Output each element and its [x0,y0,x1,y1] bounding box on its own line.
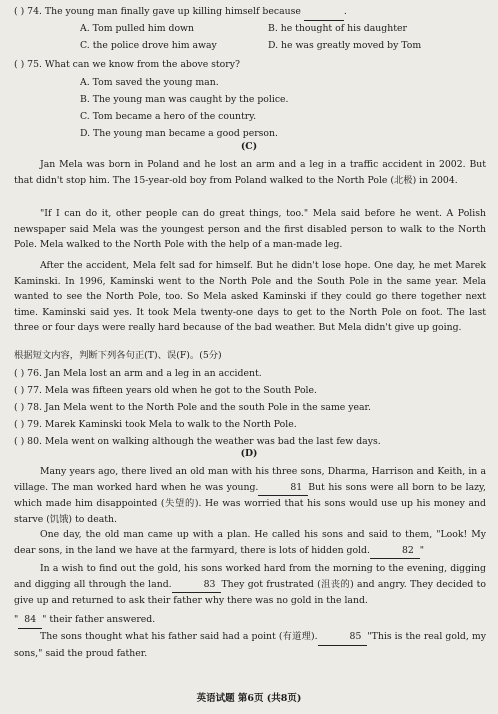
blank-82: 82 [370,543,420,560]
q74-option-b: B. he thought of his daughter [268,23,407,34]
answer-blank [304,4,344,21]
passage-c-paragraph-2: "If I can do it, other people can do great things, too." Mela said before he went. A Polish newspaper said Mela was the youngest person and the first disabled person to walk to the North Pole. Mela walked to the North Pole with the help of a man-made leg. [14,208,486,251]
passage-c-paragraph-3: After the accident, Mela felt sad for himself. But he didn't lose hope. One day, he met Marek Kaminski. In 1996, Kaminski went to the North Pole and the South Pole in the same year. Mela wanted to see the North Pole, too. So Mela asked Kaminski if they could go there together next time. Kaminski said yes. It took Mela twenty-one days to get to the North Pole on foot. The last three or four days were really hard because of the bad weather. But Mela didn't give up going. [14,260,486,334]
question-77: ( ) 77. Mela was fifteen years old when he got to the South Pole. [14,385,317,396]
q75-option-b: B. The young man was caught by the police. [80,94,289,105]
instruction-true-false: 根据短文内容，判断下列各句正(T)、误(F)。(5分) [14,350,222,361]
passage-d-paragraph-1: Many years ago, there lived an old man with his three sons, Dharma, Harrison and Keith, in a village. The man worked hard when he was young. 81 But his sons were all born to be lazy, which made him disappointed (失望的). He was worried that his sons would use up his money and starve (饥饿) to death. [14,466,486,525]
blank-81: 81 [258,480,308,497]
q74-option-c: C. the police drove him away [80,40,217,51]
blank-84: 84 [18,612,42,629]
passage-d-paragraph-2: One day, the old man came up with a plan. He called his sons and said to them, "Look! My dear sons, in the land we have at the farmyard, there is lots of hidden gold. 82 " [14,527,486,559]
section-heading-c: (C) [240,141,258,152]
q75-option-d: D. The young man became a good person. [80,128,278,139]
question-76: ( ) 76. Jan Mela lost an arm and a leg in an accident. [14,368,262,379]
passage-c-paragraph-1: Jan Mela was born in Poland and he lost an arm and a leg in a traffic accident in 2002. But that didn't stop him. The 15-year-old boy from Poland walked to the North Pole (北极) in 2004. [14,159,486,186]
question-78: ( ) 78. Jan Mela went to the North Pole and the south Pole in the same year. [14,402,371,413]
page-footer: 英语试题 第6页 (共8页) [196,693,302,704]
passage-d-paragraph-5: The sons thought what his father said had a point (有道理). 85 "This is the real gold, my sons," said the proud father. [14,631,486,659]
question-75: ( ) 75. What can we know from the above story? [14,59,240,70]
blank-85: 85 [318,629,368,646]
passage-d-paragraph-3: In a wish to find out the gold, his sons worked hard from the morning to the evening, digging and digging all through the land. 83 They got frustrated (沮丧的) and angry. They decided to give up and returned to ask their father why there was no gold in the land. [14,563,486,607]
blank-83: 83 [172,577,222,594]
q75-option-a: A. Tom saved the young man. [80,77,219,88]
question-80: ( ) 80. Mela went on walking although the weather was bad the last few days. [14,436,381,447]
q74-option-d: D. he was greatly moved by Tom [268,40,422,51]
section-heading-d: (D) [240,448,258,459]
passage-d-paragraph-4: " 84 " their father answered. [14,612,486,629]
q74-option-a: A. Tom pulled him down [80,23,194,34]
question-79: ( ) 79. Marek Kaminski took Mela to walk to the North Pole. [14,419,297,430]
q75-option-c: C. Tom became a hero of the country. [80,111,257,122]
question-74: ( ) 74. The young man finally gave up killing himself because . [14,4,347,21]
